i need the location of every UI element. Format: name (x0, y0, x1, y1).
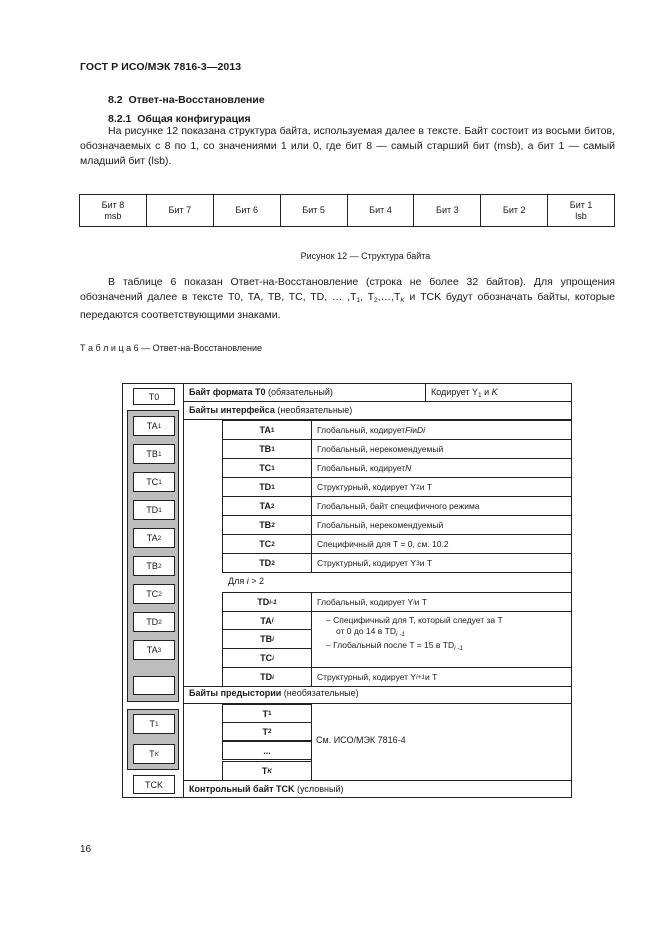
tck-title (189, 784, 344, 794)
row-name-text: TB (259, 444, 272, 454)
row-td-i-name (222, 667, 312, 687)
left-interface-sub: 2 (158, 618, 162, 626)
left-interface-name: TA (146, 421, 158, 431)
td-i-tail: и T (424, 672, 438, 682)
ta-i-name: TA (260, 615, 272, 626)
row-td-i-desc (311, 667, 572, 687)
tb-i-name: TB (260, 634, 273, 644)
ta-i-note (326, 615, 503, 654)
interface-row-desc (311, 420, 572, 440)
history-ref-divider (311, 704, 312, 781)
bit-cell (146, 195, 213, 227)
t0-divider (425, 383, 426, 402)
left-t1-box (133, 714, 175, 734)
note-line-3-sub: i -1 (454, 645, 464, 652)
td-prev-desc: Глобальный, кодирует Y (317, 597, 414, 607)
td-i-name: TD (260, 672, 273, 682)
tc-i-name: TC (260, 653, 273, 663)
row-name-text: TC (259, 539, 272, 549)
td-prev-sub: i-1 (269, 598, 277, 606)
bit-label: Бит 7 (168, 205, 192, 215)
td-i-desc: Структурный, кодирует Y (317, 672, 417, 682)
para2-part-d: и TCK будут обозначать байты, которые передаются соответствующими знаками. (80, 291, 615, 321)
history-item-sub: 1 (267, 710, 272, 717)
interface-title-plain: (необязательные) (274, 405, 353, 415)
document-header: ГОСТ Р ИСО/МЭК 7816-3—2013 (80, 61, 242, 73)
bit-cell (280, 195, 347, 227)
row-tc-i-name (222, 648, 312, 668)
row-desc-text: Глобальный, нерекомендуемый (317, 444, 444, 454)
row-name-sub: 2 (270, 502, 275, 510)
row-name-sub: 1 (271, 483, 275, 491)
bit-label: Бит 5 (302, 205, 325, 215)
note-line-2-sub: i -1 (395, 631, 405, 638)
td-i-ysub: i+1 (416, 673, 425, 681)
interface-row-desc (311, 553, 572, 573)
bit-cell (80, 195, 147, 227)
left-interface-box (133, 528, 175, 548)
td-prev-ysub: i (413, 598, 415, 606)
interface-row-desc (311, 458, 572, 478)
row-name-text: TD (259, 558, 272, 568)
left-interface-sub: 2 (158, 590, 162, 598)
tck-top-line (184, 780, 572, 781)
row-desc-ysub: 3 (416, 559, 420, 567)
t0-title-plain: (обязательный) (265, 387, 333, 397)
row-desc-text: Структурный, кодирует Y (317, 482, 417, 492)
left-interface-box (133, 584, 175, 604)
bit-cell (347, 195, 414, 227)
bit-significance: lsb (575, 210, 587, 221)
bit-row (80, 195, 615, 227)
history-title-plain: (необязательные) (281, 688, 359, 698)
interface-title-bold: Байты интерфейса (189, 405, 275, 415)
for-i-rest: > 2 (248, 576, 264, 586)
left-interface-box (133, 640, 175, 660)
interface-row-name (222, 515, 312, 535)
left-interface-box (133, 556, 175, 576)
row-desc-tail: и T (419, 482, 433, 492)
tc-i-sub: i (272, 654, 274, 662)
row-desc-text: Глобальный, байт специфичного режима (317, 501, 480, 511)
left-interface-name: TA (146, 533, 158, 543)
row-desc-n: N (405, 463, 412, 473)
history-item-sub: 2 (267, 728, 272, 735)
interface-row-desc (311, 477, 572, 497)
left-interface-sub: 1 (158, 506, 162, 514)
history-item-text: T (262, 708, 268, 719)
history-top-line (184, 686, 572, 687)
left-tk-sub: K (154, 750, 159, 758)
note-line-2-text: от 0 до 14 в TD (336, 626, 396, 636)
interface-title (189, 405, 352, 415)
t0-encodes-k: K (491, 387, 498, 397)
history-item-text: T (262, 726, 268, 737)
for-i-text: Для (228, 576, 247, 586)
row-desc-text: Структурный, кодирует Y (317, 558, 417, 568)
left-interface-name: TB (146, 561, 158, 571)
left-interface-name: TD (146, 617, 159, 627)
column-divider (183, 383, 184, 798)
note-line-3-text: – Глобальный после T = 15 в TD (326, 640, 455, 650)
bit-label: Бит 2 (502, 205, 526, 215)
left-interface-sub: 1 (157, 422, 162, 430)
figure-caption: Рисунок 12 — Структура байта (300, 251, 431, 261)
td-prev-name: TD (257, 597, 270, 607)
left-interface-sub: 1 (158, 478, 162, 486)
t0-title-bold: Байт формата T0 (189, 387, 266, 397)
section-title: Ответ-на-Восстановление (128, 94, 265, 106)
row-td-i-1-desc (311, 592, 572, 612)
history-item-sub: K (267, 767, 273, 775)
section-heading (108, 94, 265, 106)
note-line-2 (326, 626, 503, 640)
bit-label: Бит 4 (369, 205, 392, 215)
row-name-text: TC (259, 463, 272, 473)
history-item (222, 761, 312, 781)
row-name-sub: 1 (271, 445, 275, 453)
page-number: 16 (80, 844, 92, 855)
left-interface-name: TB (146, 449, 158, 459)
ta-i-sub: i (271, 617, 274, 624)
history-item (222, 722, 312, 741)
interface-row-name (222, 420, 312, 440)
left-interface-box (133, 612, 175, 632)
bit-label: Бит 8 (101, 199, 125, 210)
row-desc-and: и (412, 425, 418, 435)
left-t1-sub: 1 (154, 720, 159, 728)
bit-label: Бит 1 (569, 199, 593, 210)
left-tk-text: T (149, 749, 155, 759)
left-interface-sub: 2 (157, 562, 162, 570)
note-line-3 (326, 640, 503, 654)
left-interface-name: TD (146, 505, 159, 515)
note-line-1: – Специфичный для T, который следует за T (326, 615, 503, 625)
row-desc-text: Глобальный, нерекомендуемый (317, 520, 444, 530)
paragraph-table-intro: В таблице 6 показан Ответ-на-Восстановление (строка не более 32 байтов). Для упрощения обозначений далее в тексте T0, TA, TB, TC, TD, … $,T_1$, $T_2,\dots,T_K$ и TCK будут обозначать байты, которые передаются соответствующими знаками. (80, 276, 615, 321)
t0-title (189, 387, 333, 397)
bit-label: Бит 3 (436, 205, 459, 215)
row-name-sub: 1 (270, 426, 275, 434)
t0-encodes: Кодирует $Y_1$ и K (431, 387, 498, 399)
interface-row-name (222, 439, 312, 459)
row-desc-fi: Fi (405, 425, 413, 435)
interface-row-desc (311, 439, 572, 459)
row-tb-i-name (222, 629, 312, 649)
left-t0-box: T0 (133, 388, 175, 405)
tck-title-bold: Контрольный байт TCK (189, 784, 295, 794)
bit-cell (548, 195, 615, 227)
subsection-title: Общая конфигурация (137, 113, 251, 125)
bit-significance: msb (104, 210, 122, 221)
row-name-sub: 2 (271, 521, 275, 529)
left-t1-text: T (149, 719, 155, 729)
para2-part-b: , T (360, 291, 375, 303)
history-title (189, 688, 359, 698)
left-interface-box (133, 472, 175, 492)
bit-cell (213, 195, 280, 227)
interface-row-name (222, 553, 312, 573)
interface-row-desc (311, 534, 572, 554)
td-prev-tail: и T (414, 597, 427, 607)
row-ta-i-name (222, 611, 312, 630)
bit-cell (414, 195, 481, 227)
t0-encodes-tail: и (481, 387, 492, 397)
para2-part-a: В таблице 6 показан Ответ-на-Восстановление (строка не более 32 байтов). Для упрощения обозначений далее в тексте T0, TA, TB, TC, TD, … ,T (80, 276, 615, 303)
interface-row-desc (311, 496, 572, 516)
left-interface-sub: 1 (157, 450, 162, 458)
interface-row-desc (311, 515, 572, 535)
paragraph-byte-structure: На рисунке 12 показана структура байта, используемая далее в тексте. Байт состоит из восьми битов, обозначаемых с 8 по 1, со значениями 1 или 0, где бит 8 — самый старший бит (msb), а бит 1 — самый младший бит (lsb). (80, 125, 615, 167)
left-interface-name: TA (146, 645, 158, 655)
row-name-text: TA (259, 425, 271, 435)
left-tck-box: TCK (133, 775, 175, 794)
row-name-text: TD (259, 482, 272, 492)
tb-i-sub: i (272, 635, 274, 643)
left-interface-sub: 2 (157, 534, 162, 542)
left-interface-name: TC (146, 589, 159, 599)
row-desc-text: Специфичный для T = 0, см. 10.2 (317, 539, 449, 549)
row-desc-tail: и T (419, 558, 433, 568)
left-interface-name: TC (146, 477, 159, 487)
history-title-bold: Байты предыстории (189, 688, 282, 698)
bit-label: Бит 6 (235, 205, 258, 215)
t0-encodes-text: Кодирует Y (431, 387, 478, 397)
left-interface-box (133, 416, 175, 436)
history-item-text: ... (263, 745, 271, 756)
for-i-i: i (246, 576, 249, 586)
subsection-number: 8.2.1 (108, 113, 132, 125)
section-number: 8.2 (108, 94, 123, 106)
history-item (222, 741, 312, 760)
para2-part-c: ,…,T (377, 291, 401, 303)
interface-row-name (222, 477, 312, 497)
row-name-text: TB (259, 520, 272, 530)
history-item (222, 704, 312, 723)
row-name-sub: 2 (271, 559, 275, 567)
row-td-i-1-name (222, 592, 312, 612)
interface-row-name (222, 496, 312, 516)
left-empty-box (133, 676, 175, 695)
left-interface-box (133, 500, 175, 520)
row-name-sub: 1 (271, 464, 275, 472)
row-desc-ysub: 2 (416, 483, 420, 491)
interface-row-name (222, 534, 312, 554)
row-name-sub: 2 (271, 540, 275, 548)
for-i-label (228, 576, 264, 586)
byte-structure-figure (79, 194, 615, 227)
row-desc-di: Di (417, 425, 426, 435)
bit-cell (481, 195, 548, 227)
history-item-text: T (261, 766, 268, 776)
td-i-sub: i (272, 673, 274, 681)
left-tk-box (133, 744, 175, 764)
history-reference: См. ИСО/МЭК 7816-4 (316, 735, 406, 745)
interface-row-name (222, 458, 312, 478)
row-desc-text: Глобальный, кодирует (317, 463, 406, 473)
row-name-text: TA (259, 501, 271, 511)
table-caption: Т а б л и ц а 6 — Ответ-на-Восстановление (80, 343, 263, 353)
tck-title-plain: (условный) (294, 784, 344, 794)
left-interface-box (133, 444, 175, 464)
left-interface-sub: 3 (157, 646, 162, 654)
row-desc-text: Глобальный, кодирует (317, 425, 406, 435)
